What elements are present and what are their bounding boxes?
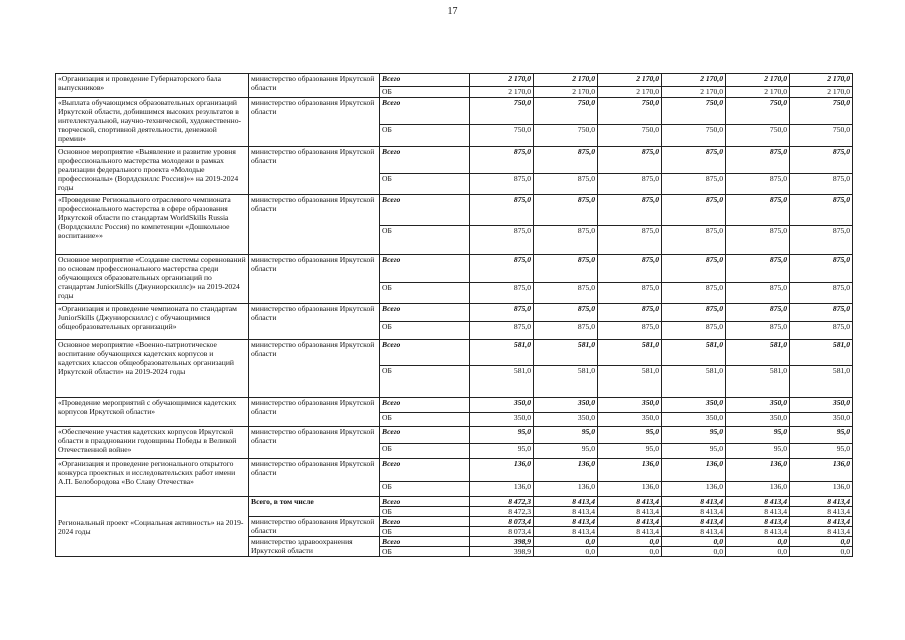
source-label-total: Всего	[380, 98, 470, 125]
year-ob-cell: 581,0	[470, 366, 534, 398]
year-cell: 8 413,4	[726, 517, 790, 527]
year-total-cell: 136,0	[726, 459, 790, 482]
year-total-cell: 875,0	[790, 147, 853, 174]
table-row	[56, 427, 853, 444]
activity-description: «Организация и проведение Губернаторского бала выпускников»	[56, 74, 249, 98]
year-ob-cell: 875,0	[470, 226, 534, 255]
year-total-cell: 581,0	[662, 340, 726, 366]
year-cell: 0,0	[790, 547, 853, 557]
year-ob-cell: 875,0	[598, 174, 662, 195]
year-cell: 0,0	[790, 537, 853, 547]
activity-description: «Организация и проведение регионального открытого конкурса проектных и исследовательских работ имени А.П. Белобородова «Во Славу Отечества»	[56, 459, 249, 497]
year-total-cell: 581,0	[534, 340, 598, 366]
year-total-cell: 581,0	[726, 340, 790, 366]
year-total-cell: 350,0	[726, 398, 790, 413]
table-row	[56, 304, 853, 322]
year-total-cell: 875,0	[662, 195, 726, 226]
year-total-cell: 136,0	[662, 459, 726, 482]
source-label-ob: ОБ	[380, 226, 470, 255]
table-row	[56, 497, 853, 507]
year-total-cell: 136,0	[598, 459, 662, 482]
year-ob-cell: 350,0	[726, 413, 790, 427]
year-total-cell: 2 170,0	[470, 74, 534, 87]
year-cell: 8 413,4	[790, 507, 853, 517]
year-total-cell: 875,0	[790, 255, 853, 283]
year-total-cell: 2 170,0	[598, 74, 662, 87]
year-cell: 0,0	[534, 537, 598, 547]
table-row	[56, 340, 853, 366]
year-cell: 8 413,4	[726, 497, 790, 507]
source-label-ob: ОБ	[380, 444, 470, 459]
year-ob-cell: 875,0	[726, 322, 790, 340]
year-total-cell: 581,0	[790, 340, 853, 366]
year-ob-cell: 875,0	[534, 174, 598, 195]
year-ob-cell: 750,0	[534, 125, 598, 147]
year-total-cell: 875,0	[726, 255, 790, 283]
source-label-total: Всего	[380, 497, 470, 507]
year-total-cell: 875,0	[470, 195, 534, 226]
year-ob-cell: 2 170,0	[790, 87, 853, 98]
year-ob-cell: 875,0	[470, 283, 534, 304]
source-label-total: Всего	[380, 459, 470, 482]
activity-description: Основное мероприятие «Создание системы соревнований по основам профессионального мастерства среди обучающихся образовательных организаций по стандартам JuniorSkills (Джуниорскиллс)» на 2019-2024 годы	[56, 255, 249, 304]
year-cell: 8 413,4	[598, 497, 662, 507]
year-ob-cell: 875,0	[726, 174, 790, 195]
table-row	[56, 459, 853, 482]
year-ob-cell: 750,0	[662, 125, 726, 147]
year-ob-cell: 2 170,0	[662, 87, 726, 98]
year-ob-cell: 875,0	[726, 226, 790, 255]
year-total-cell: 750,0	[534, 98, 598, 125]
year-total-cell: 95,0	[534, 427, 598, 444]
year-cell: 0,0	[662, 547, 726, 557]
responsible-org-health: министерство здравоохранения Иркутской области	[249, 537, 380, 557]
source-label-ob: ОБ	[380, 547, 470, 557]
year-total-cell: 95,0	[726, 427, 790, 444]
year-total-cell: 875,0	[534, 147, 598, 174]
table-row	[56, 195, 853, 226]
year-total-cell: 875,0	[726, 195, 790, 226]
year-ob-cell: 581,0	[790, 366, 853, 398]
source-label-ob: ОБ	[380, 322, 470, 340]
year-total-cell: 875,0	[598, 255, 662, 283]
year-total-cell: 2 170,0	[790, 74, 853, 87]
year-ob-cell: 875,0	[598, 322, 662, 340]
year-total-cell: 2 170,0	[726, 74, 790, 87]
source-label-total: Всего	[380, 147, 470, 174]
year-cell: 0,0	[598, 547, 662, 557]
source-label-ob: ОБ	[380, 125, 470, 147]
table-row	[56, 255, 853, 283]
year-total-cell: 95,0	[662, 427, 726, 444]
page-number: 17	[447, 6, 458, 17]
year-total-cell: 136,0	[534, 459, 598, 482]
year-ob-cell: 136,0	[790, 482, 853, 497]
year-ob-cell: 2 170,0	[534, 87, 598, 98]
year-total-cell: 750,0	[726, 98, 790, 125]
source-label-ob: ОБ	[380, 174, 470, 195]
responsible-org: министерство образования Иркутской области	[249, 98, 380, 147]
year-total-cell: 750,0	[470, 98, 534, 125]
year-cell: 8 472,3	[470, 497, 534, 507]
year-ob-cell: 2 170,0	[470, 87, 534, 98]
year-ob-cell: 136,0	[470, 482, 534, 497]
year-total-cell: 875,0	[534, 304, 598, 322]
activity-description: «Обеспечение участия кадетских корпусов Иркутской области в праздновании годовщины Победы в Великой Отечественной войне»	[56, 427, 249, 459]
year-ob-cell: 350,0	[470, 413, 534, 427]
year-total-cell: 875,0	[598, 195, 662, 226]
activity-description: «Проведение мероприятий с обучающимися кадетских корпусов Иркутской области»	[56, 398, 249, 427]
project-description: Региональный проект «Социальная активность» на 2019-2024 годы	[56, 497, 249, 557]
source-label-total: Всего	[380, 517, 470, 527]
year-cell: 8 413,4	[662, 517, 726, 527]
year-cell: 0,0	[662, 537, 726, 547]
year-total-cell: 581,0	[470, 340, 534, 366]
responsible-org: министерство образования Иркутской области	[249, 459, 380, 497]
year-ob-cell: 95,0	[598, 444, 662, 459]
year-ob-cell: 95,0	[470, 444, 534, 459]
year-ob-cell: 95,0	[534, 444, 598, 459]
year-ob-cell: 136,0	[662, 482, 726, 497]
year-ob-cell: 136,0	[534, 482, 598, 497]
responsible-org: министерство образования Иркутской области	[249, 304, 380, 340]
year-cell: 8 413,4	[662, 507, 726, 517]
year-cell: 0,0	[534, 547, 598, 557]
activity-description: Основное мероприятие «Выявление и развитие уровня профессионального мастерства молодежи в рамках реализации федерального проекта «Молодые профессионалы» (Ворлдскиллс Россия)»» на 2019-2024 годы	[56, 147, 249, 195]
year-total-cell: 875,0	[726, 304, 790, 322]
year-cell: 8 073,4	[470, 527, 534, 537]
year-total-cell: 875,0	[470, 304, 534, 322]
year-cell: 8 413,4	[790, 517, 853, 527]
year-total-cell: 875,0	[598, 304, 662, 322]
budget-table	[55, 73, 853, 557]
year-ob-cell: 875,0	[598, 226, 662, 255]
source-label-total: Всего	[380, 195, 470, 226]
source-label-total: Всего	[380, 255, 470, 283]
year-ob-cell: 95,0	[662, 444, 726, 459]
year-ob-cell: 875,0	[470, 322, 534, 340]
table-row	[56, 147, 853, 174]
year-total-cell: 350,0	[534, 398, 598, 413]
year-total-cell: 875,0	[726, 147, 790, 174]
year-ob-cell: 2 170,0	[598, 87, 662, 98]
year-ob-cell: 750,0	[726, 125, 790, 147]
source-label-total: Всего	[380, 340, 470, 366]
year-total-cell: 875,0	[534, 255, 598, 283]
source-label-total: Всего	[380, 398, 470, 413]
year-total-cell: 350,0	[790, 398, 853, 413]
responsible-org: министерство образования Иркутской области	[249, 255, 380, 304]
year-cell: 8 413,4	[662, 527, 726, 537]
year-total-cell: 350,0	[470, 398, 534, 413]
year-total-cell: 875,0	[790, 304, 853, 322]
year-ob-cell: 875,0	[790, 226, 853, 255]
year-total-cell: 136,0	[470, 459, 534, 482]
year-ob-cell: 750,0	[790, 125, 853, 147]
year-cell: 398,9	[470, 547, 534, 557]
year-total-cell: 350,0	[598, 398, 662, 413]
activity-description: «Выплата обучающимся образовательных организаций Иркутской области, добившимся высоких результатов в интеллектуальной, научно-технической, художественно-творческой, спортивной деятельности, денежной премии»	[56, 98, 249, 147]
source-label-total: Всего	[380, 304, 470, 322]
responsible-org: министерство образования Иркутской области	[249, 195, 380, 255]
year-total-cell: 136,0	[790, 459, 853, 482]
year-cell: 8 413,4	[726, 527, 790, 537]
source-label-ob: ОБ	[380, 87, 470, 98]
activity-description: «Организация и проведение чемпионата по стандартам JuniorSkills (Джуниорскиллс) с обучающимися общеобразовательных организаций»	[56, 304, 249, 340]
year-cell: 398,9	[470, 537, 534, 547]
source-label-total: Всего	[380, 74, 470, 87]
activity-description: Основное мероприятие «Военно-патриотическое воспитание обучающихся кадетских корпусов и кадетских классов общеобразовательных организаций Иркутской области» на 2019-2024 годы	[56, 340, 249, 398]
year-cell: 8 413,4	[662, 497, 726, 507]
year-cell: 8 413,4	[534, 507, 598, 517]
year-ob-cell: 350,0	[662, 413, 726, 427]
year-total-cell: 875,0	[598, 147, 662, 174]
source-label-ob: ОБ	[380, 482, 470, 497]
year-cell: 8 472,3	[470, 507, 534, 517]
year-ob-cell: 95,0	[726, 444, 790, 459]
year-total-cell: 750,0	[598, 98, 662, 125]
year-ob-cell: 875,0	[662, 174, 726, 195]
year-total-cell: 2 170,0	[662, 74, 726, 87]
year-cell: 8 413,4	[790, 527, 853, 537]
year-total-cell: 875,0	[790, 195, 853, 226]
year-ob-cell: 875,0	[790, 322, 853, 340]
project-total-label: Всего, в том числе	[249, 497, 380, 517]
year-ob-cell: 875,0	[534, 283, 598, 304]
activity-description: «Проведение Регионального отраслевого чемпионата профессионального мастерства в сфере образования Иркутской области по стандартам WorldSkills Russia (Ворлдскиллс Россия) по компетенции «Дошкольное воспитание»»	[56, 195, 249, 255]
year-cell: 8 413,4	[534, 517, 598, 527]
source-label-total: Всего	[380, 537, 470, 547]
year-total-cell: 875,0	[470, 147, 534, 174]
year-ob-cell: 136,0	[598, 482, 662, 497]
year-cell: 8 413,4	[598, 517, 662, 527]
responsible-org: министерство образования Иркутской области	[249, 340, 380, 398]
year-cell: 0,0	[726, 547, 790, 557]
responsible-org: министерство образования Иркутской области	[249, 398, 380, 427]
year-cell: 0,0	[726, 537, 790, 547]
responsible-org: министерство образования Иркутской области	[249, 427, 380, 459]
year-ob-cell: 136,0	[726, 482, 790, 497]
year-ob-cell: 2 170,0	[726, 87, 790, 98]
year-total-cell: 750,0	[662, 98, 726, 125]
year-ob-cell: 875,0	[790, 283, 853, 304]
responsible-org: министерство образования Иркутской области	[249, 74, 380, 98]
year-ob-cell: 750,0	[470, 125, 534, 147]
source-label-total: Всего	[380, 427, 470, 444]
year-total-cell: 875,0	[662, 304, 726, 322]
year-ob-cell: 350,0	[790, 413, 853, 427]
year-ob-cell: 95,0	[790, 444, 853, 459]
responsible-org: министерство образования Иркутской области	[249, 517, 380, 537]
year-ob-cell: 350,0	[534, 413, 598, 427]
year-ob-cell: 875,0	[598, 283, 662, 304]
year-ob-cell: 875,0	[534, 226, 598, 255]
source-label-ob: ОБ	[380, 413, 470, 427]
year-total-cell: 750,0	[790, 98, 853, 125]
table-row	[56, 398, 853, 413]
year-ob-cell: 875,0	[790, 174, 853, 195]
year-cell: 8 413,4	[598, 527, 662, 537]
year-ob-cell: 581,0	[662, 366, 726, 398]
table-row	[56, 98, 853, 125]
responsible-org: министерство образования Иркутской области	[249, 147, 380, 195]
year-total-cell: 581,0	[598, 340, 662, 366]
source-label-ob: ОБ	[380, 283, 470, 304]
year-ob-cell: 875,0	[726, 283, 790, 304]
year-total-cell: 875,0	[662, 147, 726, 174]
year-total-cell: 95,0	[790, 427, 853, 444]
year-total-cell: 875,0	[534, 195, 598, 226]
year-ob-cell: 875,0	[662, 322, 726, 340]
source-label-ob: ОБ	[380, 366, 470, 398]
year-cell: 0,0	[598, 537, 662, 547]
year-ob-cell: 875,0	[662, 283, 726, 304]
year-total-cell: 875,0	[470, 255, 534, 283]
year-ob-cell: 875,0	[470, 174, 534, 195]
source-label-ob: ОБ	[380, 527, 470, 537]
year-cell: 8 413,4	[790, 497, 853, 507]
year-ob-cell: 875,0	[662, 226, 726, 255]
year-ob-cell: 581,0	[534, 366, 598, 398]
year-cell: 8 413,4	[726, 507, 790, 517]
year-ob-cell: 750,0	[598, 125, 662, 147]
table-row	[56, 74, 853, 87]
year-ob-cell: 350,0	[598, 413, 662, 427]
year-total-cell: 95,0	[470, 427, 534, 444]
year-total-cell: 2 170,0	[534, 74, 598, 87]
year-cell: 8 413,4	[598, 507, 662, 517]
year-cell: 8 073,4	[470, 517, 534, 527]
year-ob-cell: 581,0	[726, 366, 790, 398]
year-total-cell: 350,0	[662, 398, 726, 413]
year-ob-cell: 581,0	[598, 366, 662, 398]
year-cell: 8 413,4	[534, 527, 598, 537]
year-total-cell: 875,0	[662, 255, 726, 283]
year-ob-cell: 875,0	[534, 322, 598, 340]
source-label-ob: ОБ	[380, 507, 470, 517]
year-total-cell: 95,0	[598, 427, 662, 444]
year-cell: 8 413,4	[534, 497, 598, 507]
